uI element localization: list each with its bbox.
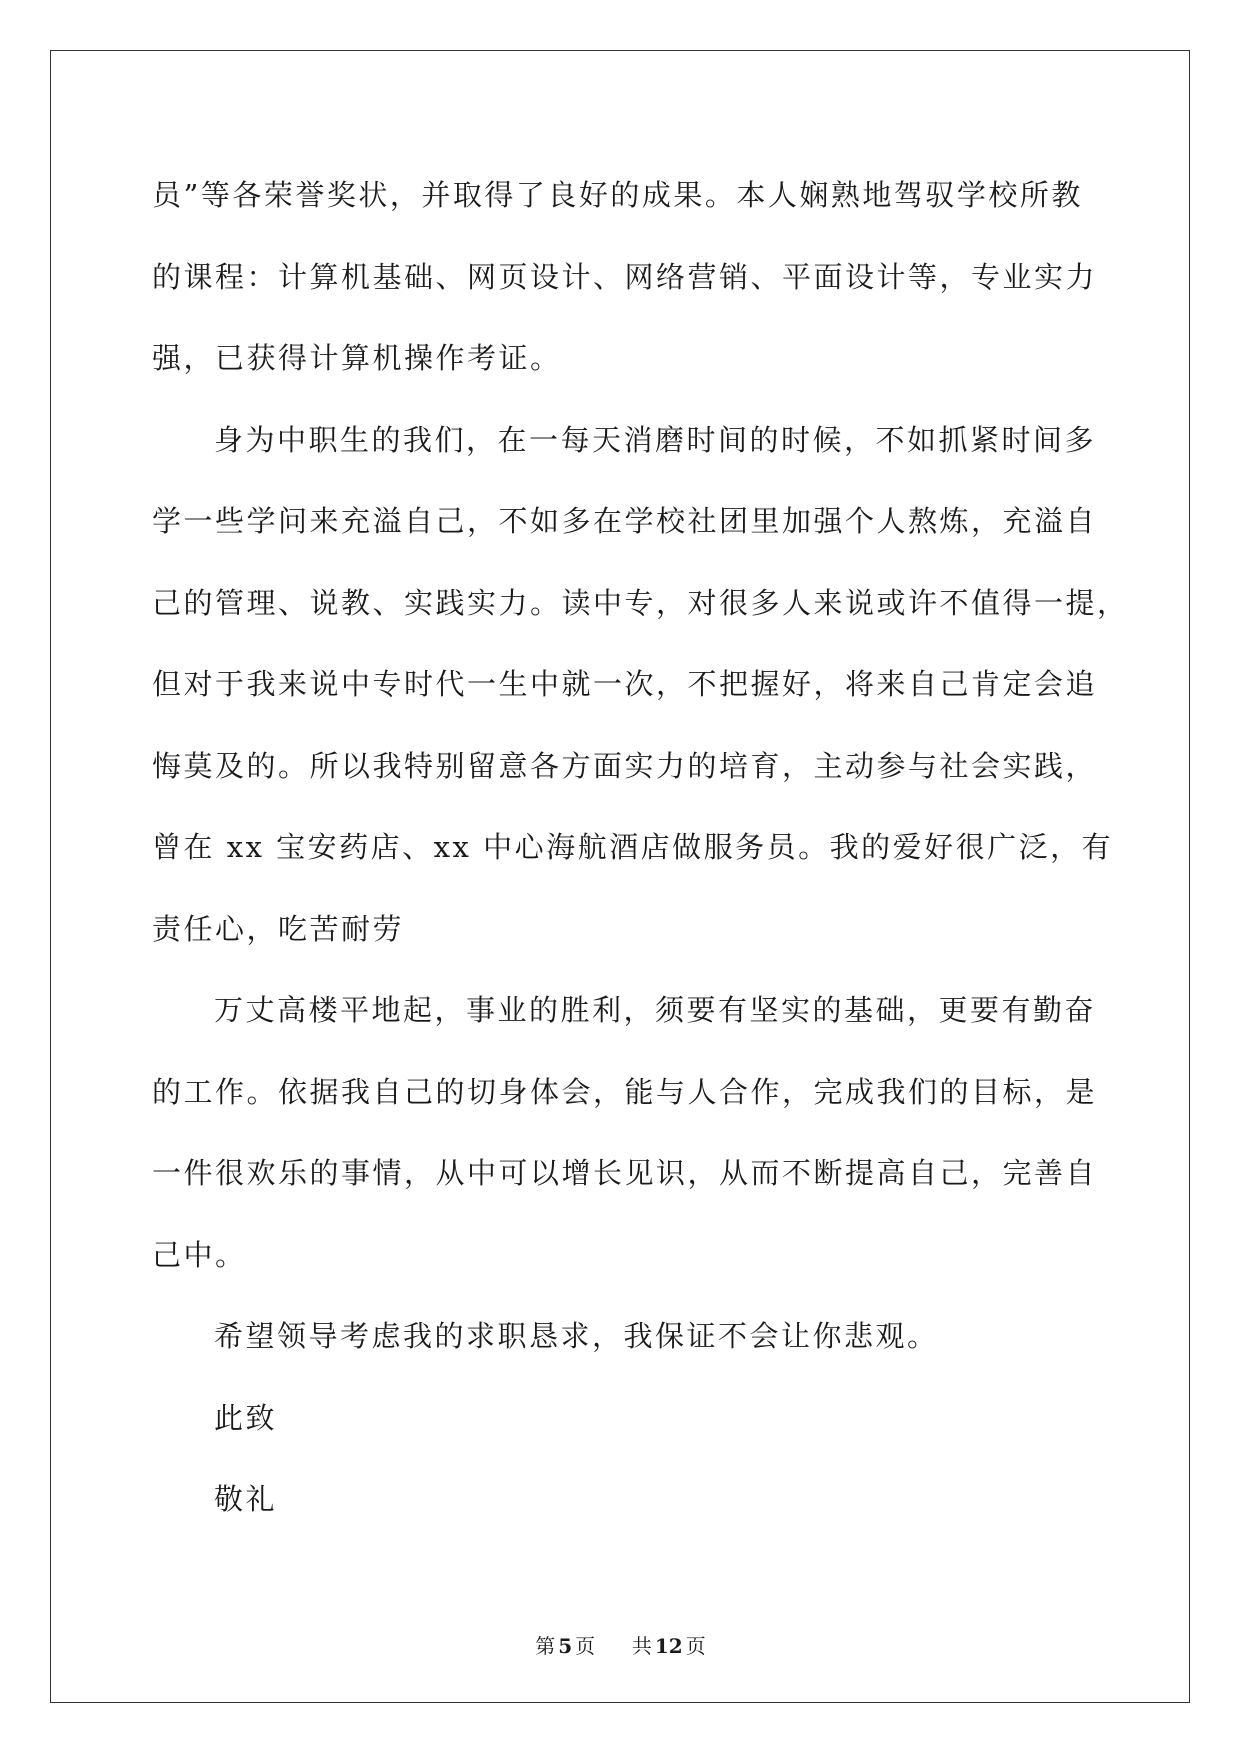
page-suffix: 页 — [575, 1634, 596, 1658]
page-footer — [0, 1630, 1241, 1659]
text-line: 强，已获得计算机操作考证。 — [152, 341, 562, 375]
paragraph-vocational-student — [152, 400, 1129, 971]
text-line: 希望领导考虑我的求职恳求，我保证不会让你悲观。 — [214, 1319, 939, 1353]
paragraph-request — [152, 1296, 1112, 1378]
text-line: 曾在 xx 宝安药店、xx 中心海航酒店做服务员。我的爱好很广泛，有 — [152, 830, 1114, 864]
closing-regards — [152, 1459, 1112, 1541]
text-line: 但对于我来说中专时代一生中就一次，不把握好，将来自己肯定会追 — [152, 667, 1098, 701]
page-prefix: 第 — [535, 1634, 556, 1658]
text-line: 万丈高楼平地起，事业的胜利，须要有坚实的基础，更要有勤奋 — [214, 993, 1097, 1027]
paragraph-hard-work — [152, 970, 1112, 1296]
text-line: 的课程：计算机基础、网页设计、网络营销、平面设计等，专业实力 — [152, 259, 1098, 294]
closing-salutation — [152, 1378, 1112, 1460]
text-line: 悔莫及的。所以我特别留意各方面实力的培育，主动参与社会实践， — [152, 748, 1098, 783]
text-line: 己中。 — [152, 1237, 247, 1272]
page-number: 5 — [558, 1634, 573, 1658]
text-line: 身为中职生的我们，在一每天消磨时间的时候，不如抓紧时间多 — [214, 422, 1097, 457]
text-line: 此致 — [214, 1400, 278, 1435]
total-prefix: 共 — [631, 1634, 652, 1658]
total-pages: 12 — [654, 1634, 683, 1658]
text-line: 敬礼 — [214, 1482, 278, 1516]
text-line: 的工作。依据我自己的切身体会，能与人合作，完成我们的目标，是 — [152, 1074, 1098, 1109]
text-line: 一件很欢乐的事情，从中可以增长见识，从而不断提高自己，完善自 — [152, 1156, 1098, 1190]
text-line: 学一些学问来充溢自己，不如多在学校社团里加强个人熬炼，充溢自 — [152, 504, 1098, 538]
total-suffix: 页 — [685, 1634, 706, 1658]
letter-body — [152, 155, 1129, 1541]
text-line: 己的管理、说教、实践实力。读中专，对很多人来说或许不值得一提， — [152, 585, 1129, 620]
paragraph-honors — [152, 155, 1112, 400]
text-line: 员”等各荣誉奖状，并取得了良好的成果。本人娴熟地驾驭学校所教 — [152, 178, 1083, 212]
text-line: 责任心，吃苦耐劳 — [152, 911, 405, 946]
